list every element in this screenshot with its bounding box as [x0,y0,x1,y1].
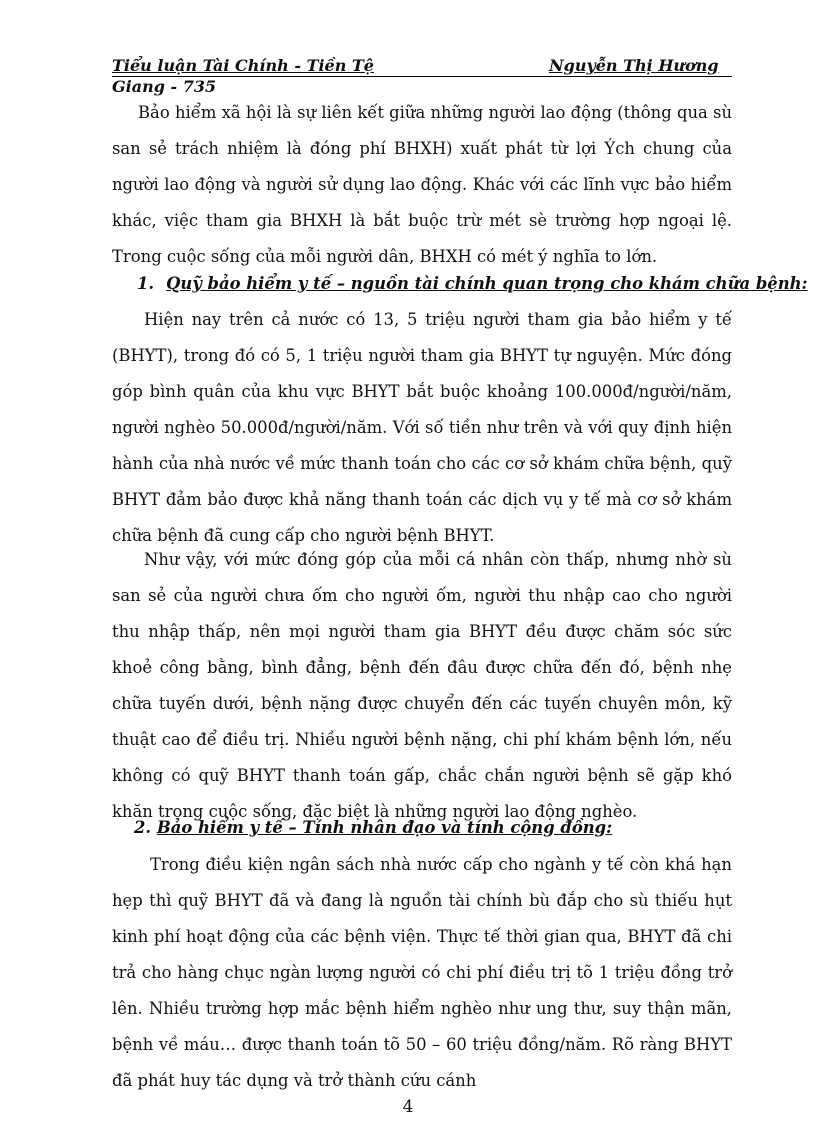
header-title: Tiểu luận Tài Chính - Tiền Tệ [112,56,374,75]
header-author: Nguyễn Thị Hương [549,56,719,75]
section-heading-2-title: Bảo hiểm y tế – Tính nhân đạo và tính cộng đồng: [156,818,613,837]
section-heading-1 [137,274,808,293]
page-number: 4 [402,1097,414,1117]
page-header [112,54,732,77]
section-heading-2 [134,818,612,837]
section-heading-1-number: 1. [137,274,155,293]
paragraph-intro: Bảo hiểm xã hội là sự liên kết giữa những người lao động (thông qua sù san sẻ trách nhiệm là đóng phí BHXH) xuất phát từ lợi Ých chung của người lao động và người sử dụng lao động. Khác với các lĩnh vực bảo hiểm khác, việc tham gia BHXH là bắt buộc trừ mét sè trường hợp ngoại lệ. Trong cuộc sống của mỗi người dân, BHXH có mét ý nghĩa to lớn. [112,103,732,266]
paragraph-section-1-b: Như vậy, với mức đóng góp của mỗi cá nhân còn thấp, nhưng nhờ sù san sẻ của người chưa ốm cho người ốm, người thu nhập cao cho người thu nhập thấp, nên mọi người tham gia BHYT đều được chăm sóc sức khoẻ công bằng, bình đẳng, bệnh đến đâu được chữa đến đó, bệnh nhẹ chữa tuyến dưới, bệnh nặng được chuyển đến các tuyến chuyên môn, kỹ thuật cao để điều trị. Nhiều người bệnh nặng, chi phí khám bệnh lớn, nếu không có quỹ BHYT thanh toán gấp, chắc chắn người bệnh sẽ gặp khó khăn trong cuộc sống, đặc biệt là những người lao động nghèo. [112,550,732,821]
header-author-continuation: Giang - 735 [112,77,217,96]
paragraph-section-1-a: Hiện nay trên cả nước có 13, 5 triệu người tham gia bảo hiểm y tế (BHYT), trong đó có 5, 1 triệu người tham gia BHYT tự nguyện. Mức đóng góp bình quân của khu vực BHYT bắt buộc khoảng 100.000đ/người/năm, người nghèo 50.000đ/người/năm. Với số tiền như trên và với quy định hiện hành của nhà nước về mức thanh toán cho các cơ sở khám chữa bệnh, quỹ BHYT đảm bảo được khả năng thanh toán các dịch vụ y tế mà cơ sở khám chữa bệnh đã cung cấp cho người bệnh BHYT. [112,310,732,545]
paragraph-section-2-a: Trong điều kiện ngân sách nhà nước cấp cho ngành y tế còn khá hạn hẹp thì quỹ BHYT đã và đang là nguồn tài chính bù đắp cho sù thiếu hụt kinh phí hoạt động của các bệnh viện. Thực tế thời gian qua, BHYT đã chi trả cho hàng chục ngàn lượng người có chi phí điều trị tõ 1 triệu đồng trở lên. Nhiều trường hợp mắc bệnh hiểm nghèo như ung thư, suy thận mãn, bệnh về máu… được thanh toán tõ 50 – 60 triệu đồng/năm. Rõ ràng BHYT đã phát huy tác dụng và trở thành cứu cánh [112,855,732,1090]
section-heading-1-title: Quỹ bảo hiểm y tế – nguồn tài chính quan trọng cho khám chữa bệnh: [166,274,808,293]
section-heading-2-number: 2. [134,818,152,837]
